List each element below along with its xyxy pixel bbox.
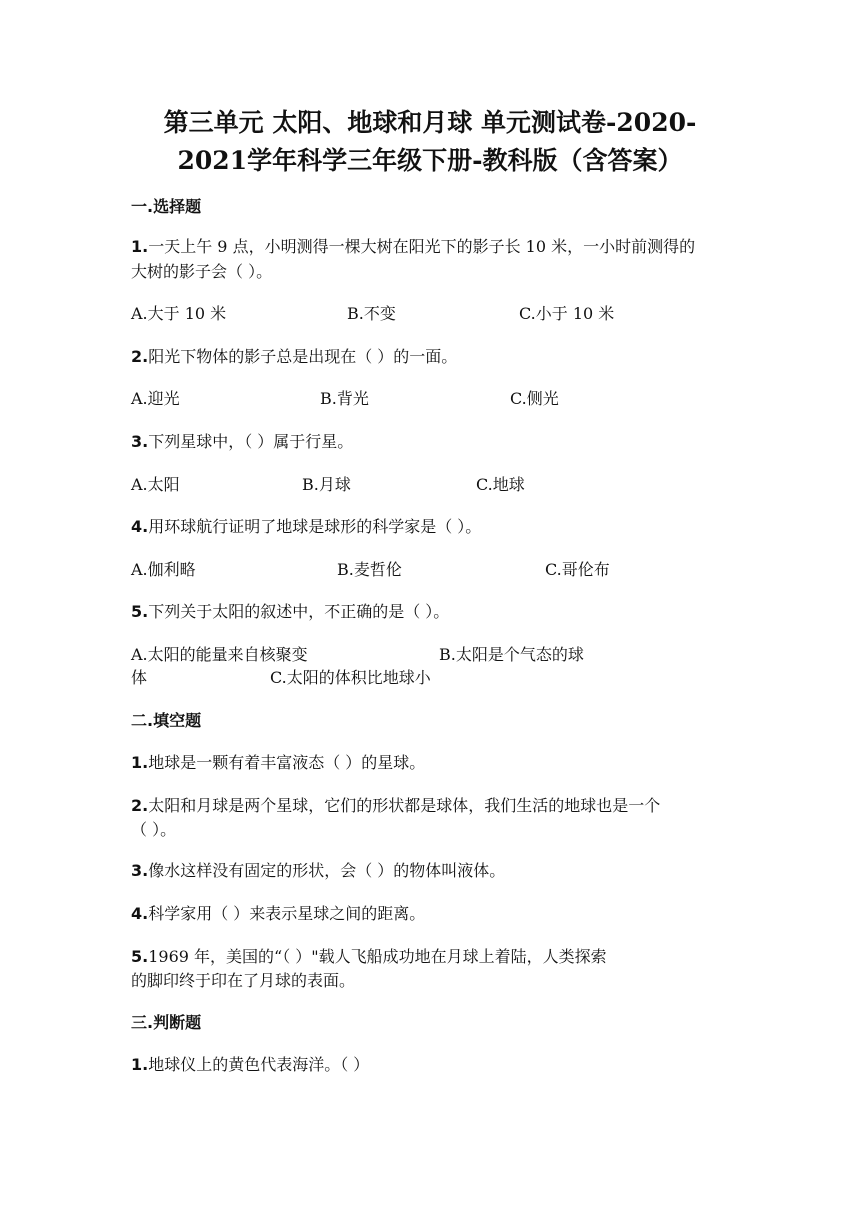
choice-q2-option-c: C.侧光 bbox=[510, 389, 559, 408]
choice-q3-option-a: A.太阳 bbox=[131, 475, 180, 494]
question-text: 科学家用（ ）来表示星球之间的距离。 bbox=[148, 904, 426, 923]
question-text: 地球是一颗有着丰富液态（ ）的星球。 bbox=[148, 753, 426, 772]
section-heading-choice: 一.选择题 bbox=[131, 197, 202, 216]
choice-q3 bbox=[131, 429, 353, 452]
question-number: 4. bbox=[131, 904, 149, 923]
question-number: 2. bbox=[131, 347, 149, 366]
choice-q5-option-a: A.太阳的能量来自核聚变 bbox=[131, 645, 308, 664]
choice-q3-option-b: B.月球 bbox=[302, 475, 351, 494]
choice-q3-option-c: C.地球 bbox=[476, 475, 525, 494]
choice-q1-option-c: C.小于 10 米 bbox=[519, 304, 615, 323]
question-text: 阳光下物体的影子总是出现在（ ）的一面。 bbox=[148, 347, 458, 366]
choice-q2-option-b: B.背光 bbox=[320, 389, 369, 408]
choice-q1-line-2: 大树的影子会（ ）。 bbox=[131, 262, 273, 281]
fill-q2-line-2: （ ）。 bbox=[131, 820, 177, 839]
question-number: 4. bbox=[131, 517, 149, 536]
question-text: 一天上午 9 点，小明测得一棵大树在阳光下的影子长 10 米，一小时前测得的 bbox=[148, 237, 696, 256]
judge-q1 bbox=[131, 1052, 369, 1075]
choice-q4-option-b: B.麦哲伦 bbox=[337, 560, 402, 579]
choice-q4 bbox=[131, 514, 481, 537]
title-line-2: 2021学年科学三年级下册-教科版（含答案） bbox=[177, 146, 683, 175]
choice-q4-option-c: C.哥伦布 bbox=[545, 560, 610, 579]
question-number: 3. bbox=[131, 861, 149, 880]
choice-q5-option-b: B.太阳是个气态的球 bbox=[439, 645, 584, 664]
question-number: 3. bbox=[131, 432, 149, 451]
choice-q2-option-a: A.迎光 bbox=[131, 389, 180, 408]
question-number: 1. bbox=[131, 753, 149, 772]
choice-q4-option-a: A.伽利略 bbox=[131, 560, 196, 579]
fill-q4 bbox=[131, 901, 425, 924]
section-heading-fill: 二.填空题 bbox=[131, 711, 202, 730]
choice-q5-option-c: C.太阳的体积比地球小 bbox=[270, 668, 431, 687]
question-number: 1. bbox=[131, 1055, 149, 1074]
question-number: 5. bbox=[131, 947, 149, 966]
question-text: 下列星球中，（ ）属于行星。 bbox=[148, 432, 354, 451]
fill-q2-line-1 bbox=[131, 793, 660, 816]
fill-q5-line-1 bbox=[131, 944, 607, 967]
question-number: 2. bbox=[131, 796, 149, 815]
choice-q2 bbox=[131, 344, 457, 367]
choice-q1-option-a: A.大于 10 米 bbox=[131, 304, 227, 323]
question-text: 地球仪上的黄色代表海洋。（ ） bbox=[148, 1055, 370, 1074]
question-number: 5. bbox=[131, 602, 149, 621]
choice-q1-line-1 bbox=[131, 234, 695, 257]
choice-q1-option-b: B.不变 bbox=[347, 304, 396, 323]
page-title bbox=[100, 104, 760, 180]
fill-q5-line-2: 的脚印终于印在了月球的表面。 bbox=[131, 971, 356, 990]
question-text: 像水这样没有固定的形状，会（ ）的物体叫液体。 bbox=[148, 861, 506, 880]
choice-q5 bbox=[131, 599, 449, 622]
fill-q3 bbox=[131, 858, 505, 881]
question-text: 下列关于太阳的叙述中，不正确的是（ ）。 bbox=[148, 602, 450, 621]
choice-q5-option-b-continued: 体 bbox=[131, 668, 148, 687]
question-text: 1969 年，美国的“（ ）"载人飞船成功地在月球上着陆，人类探索 bbox=[148, 947, 607, 966]
title-line-1: 第三单元 太阳、地球和月球 单元测试卷-2020- bbox=[163, 108, 697, 137]
question-text: 太阳和月球是两个星球，它们的形状都是球体，我们生活的地球也是一个 bbox=[148, 796, 661, 815]
question-number: 1. bbox=[131, 237, 149, 256]
fill-q1 bbox=[131, 750, 425, 773]
question-text: 用环球航行证明了地球是球形的科学家是（ ）。 bbox=[148, 517, 482, 536]
section-heading-judge: 三.判断题 bbox=[131, 1013, 202, 1032]
